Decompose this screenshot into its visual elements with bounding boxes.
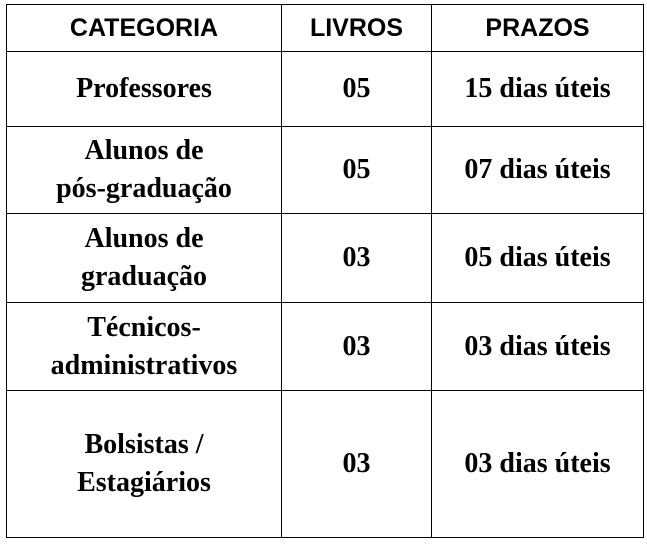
category-line: administrativos — [50, 349, 238, 381]
category-cell — [7, 303, 282, 391]
books-cell: 03 — [282, 391, 432, 538]
category-line: pós-graduação — [56, 173, 232, 204]
category-line: Alunos de — [84, 135, 204, 166]
header-deadlines: PRAZOS — [432, 5, 644, 52]
books-cell: 03 — [282, 214, 432, 303]
category-cell — [7, 127, 282, 214]
deadline-cell: 07 dias úteis — [432, 127, 644, 214]
deadline-cell: 15 dias úteis — [432, 52, 644, 127]
category-line: Técnicos- — [87, 311, 201, 343]
category-line: Alunos de — [84, 223, 204, 254]
category-cell — [7, 391, 282, 538]
table-row — [7, 127, 644, 214]
books-cell: 05 — [282, 127, 432, 214]
deadline-cell: 05 dias úteis — [432, 214, 644, 303]
table-row — [7, 303, 644, 391]
deadline-cell: 03 dias úteis — [432, 303, 644, 391]
category-line: Estagiários — [77, 467, 211, 498]
header-category: CATEGORIA — [7, 5, 282, 52]
books-cell: 03 — [282, 303, 432, 391]
table-header-row — [7, 5, 644, 52]
table-row — [7, 214, 644, 303]
category-line: graduação — [81, 261, 207, 292]
category-line: Bolsistas / — [84, 429, 204, 460]
loan-rules-table — [6, 4, 644, 538]
deadline-cell: 03 dias úteis — [432, 391, 644, 538]
header-books: LIVROS — [282, 5, 432, 52]
books-cell: 05 — [282, 52, 432, 127]
category-cell — [7, 52, 282, 127]
table-row — [7, 391, 644, 538]
table-row — [7, 52, 644, 127]
category-cell — [7, 214, 282, 303]
category-line: Professores — [76, 73, 212, 104]
